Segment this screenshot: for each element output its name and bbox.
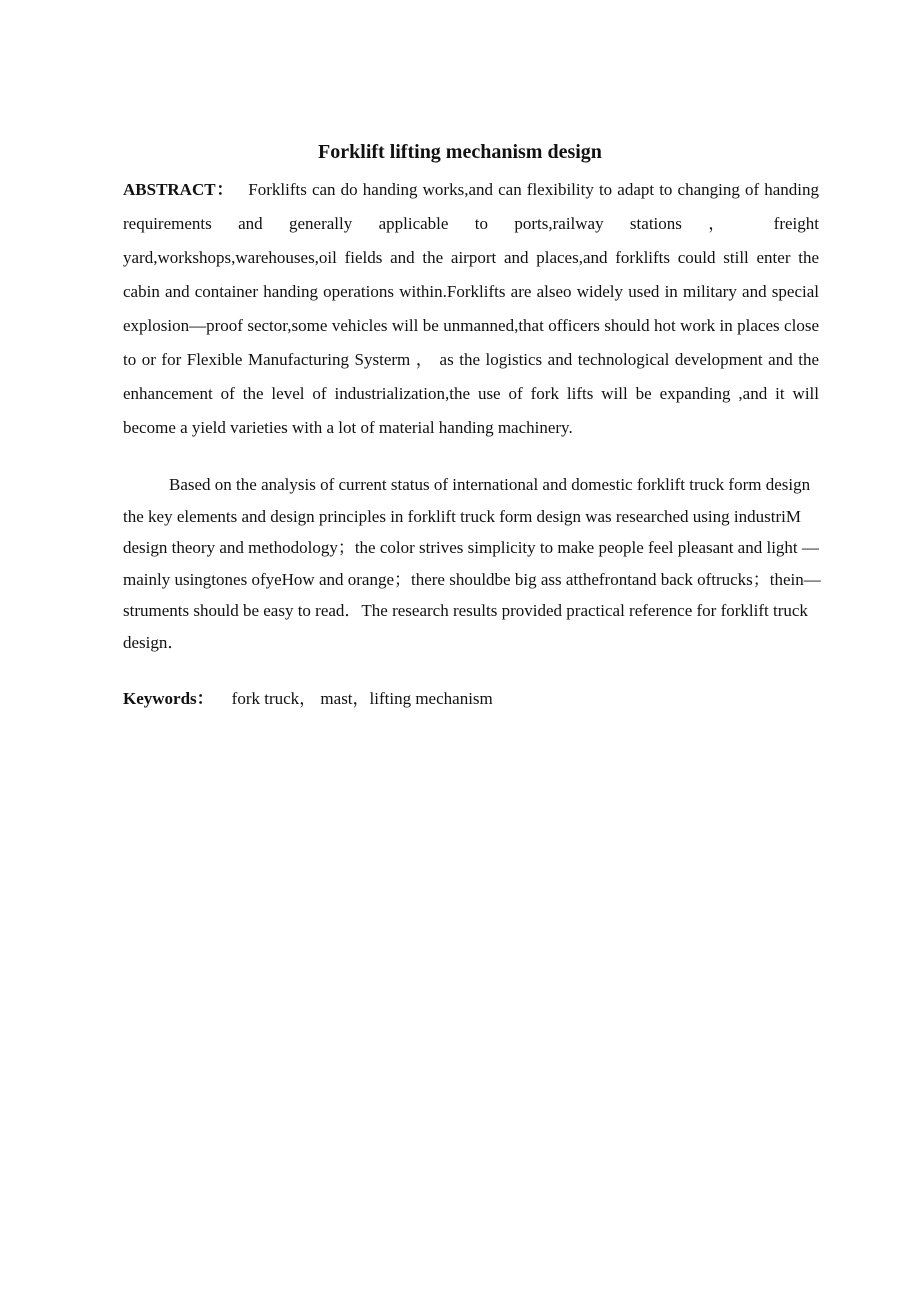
document-title: Forklift lifting mechanism design [318,141,602,163]
keywords-label: Keywords： [123,689,214,708]
abstract-text-1: Forklifts can do handing works,and can flexibility to adapt to changing of handing requirements and generally applicable to ports,railway stations ， freight yard,workshops,warehouses,oil fields and the airport and places,and forklifts could still enter the cabin and container handing operations within.Forklifts are alseo widely used in military and special explosion—proof sector,some vehicles will be unmanned,that officers should hot work in places close to or for Flexible Manufacturing Systerm ， as the logistics and technological development and the enhancement of the level of industrialization,the use of fork lifts will be expanding ,and it will become a yield varieties with a lot of material handing machinery. [123,180,819,437]
keywords-text: fork truck， mast，lifting mechanism [231,689,493,708]
abstract-paragraph-2: Based on the analysis of current status of international and domestic forklift truck form design the key elements and design principles in forklift truck form design was researched using industriM design theory and methodology；the color strives simplicity to make people feel pleasant and light — mainly usingtones ofyeHow and orange；there shouldbe big ass atthefrontand back oftrucks；thein— struments should be easy to read．The research results provided practical reference for forklift truck design． [123,475,821,652]
keywords-line [123,686,823,712]
abstract-label: ABSTRACT： [123,180,235,199]
abstract-paragraph-1 [123,173,819,445]
